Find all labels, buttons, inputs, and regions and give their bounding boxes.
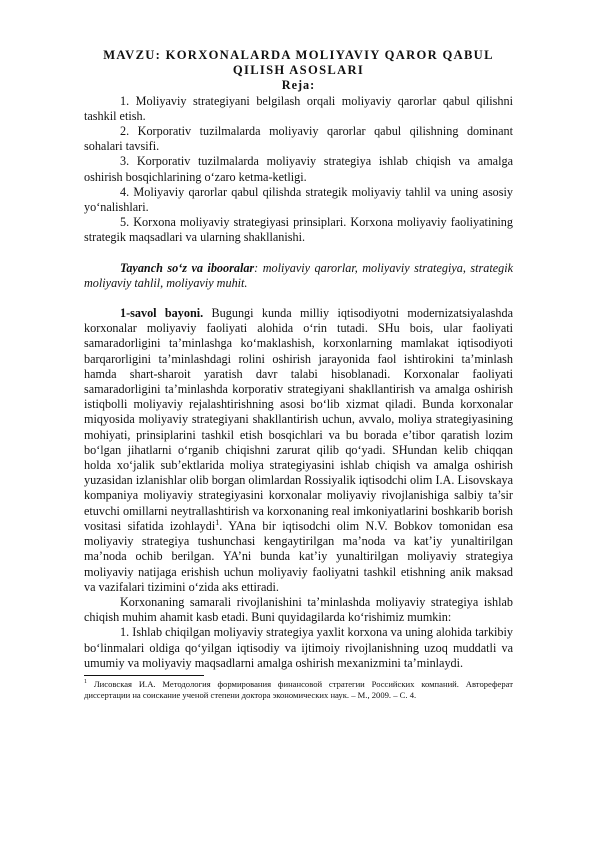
plan-item-1: 1. Moliyaviy strategiyani belgilash orqali moliyaviy qarorlar qabul qilishni tashkil etish. [84, 93, 513, 123]
footnote-text: Лисовская И.А. Методология формирования финансовой стратегии Российских компаний. Автореферат диссертации на соискание ученой степени доктора экономических наук. – М., 2009. – С. 4. [84, 678, 513, 700]
paragraph-2: Korxonaning samarali rivojlanishini ta’minlashda moliyaviy strategiya ishlab chiqish muhim ahamit kasb etadi. Buni quyidagilarda ko‘rishimiz mumkin: [84, 594, 513, 625]
spacer [84, 291, 513, 306]
section-1-text-continued: . YAna bir iqtisodchi olim N.V. Bobkov tomonidan esa moliyaviy strategiya tushunchasi kengaytirilgan ma’noda va kat’iy yunaltirilgan ma’noda ochib berilgan. YA’ni bunda kat’iy yunaltirilgan moliyaviy strategiya moliyaviy natijaga erishish uchun moliyaviy faoliyatni tashkil etishning anik maksad va vazifalari tizimini o‘zida aks ettiradi. [84, 518, 514, 594]
plan-heading: Reja: [281, 78, 316, 93]
section-1-label: 1-savol bayoni. [120, 306, 204, 321]
footnote-mark: 1 [84, 679, 87, 686]
spacer [84, 246, 513, 261]
keywords-label: Tayanch so‘z va ibooralar [120, 260, 255, 275]
footnote-reference[interactable]: 1 [215, 517, 220, 527]
plan-item-2: 2. Korporativ tuzilmalarda moliyaviy qarorlar qabul qilishning dominant sohalari tavsifi. [84, 124, 513, 154]
plan-item-3: 3. Korporativ tuzilmalarda moliyaviy strategiya ishlab chiqish va amalga oshirish bosqichlarining o‘zaro ketma-ketligi. [84, 154, 513, 184]
plan-item-5: 5. Korxona moliyaviy strategiyasi prinsiplari. Korxona moliyaviy faoliyatining strategik maqsadlari va ularning shakllanishi. [84, 215, 513, 245]
section-1-text: Bugungi kunda milliy iqtisodiyotni modernizatsiyalashda korxonalar moliyaviy faoliyati alohida o‘rin tutadi. SHu bois, ular faoliyati samaradorligini ta’minlashga ko‘maklashish, korxonlarning mamlakat iqtisodiyoti barqarorligini ta’minlashdagi rolini oshirish jarayonida faol ishtirokini ta’minlash hamda shart-sharoit yaratish davr talabi hisoblanadi. Korxonalar faoliyati samaradorligini ta’minlashda korporativ strategiyani shakllantirish va amalga oshirish istiqbolli moliyaviy rejalashtirishning asosi bo‘lib xizmat qiladi. Bunda korxonalar miqyosida moliyaviy strategiyani shakllantirish uchun, avvalo, moliya strategiyasining mohiyati, prinsiplarini tashkil etish bosqichlari va bu borada e’tibor qaratish lozim bo‘lgan jihatlarni o‘rganib chiqishni zarurat qilib qo‘yadi. SHundan kelib chiqqan holda xo‘jalik sub’ektlarida moliya strategiyasini ishlab chiqish va amalga oshirish yuzasidan izlanishlar olib borgan olimlardan Rossiyalik iqtisodchi olim I.A. Lisovskaya kompaniya moliyaviy strategiyasini korxonalar moliyaviy rivojlanishiga salbiy ta’sir etuvchi omillarni neytrallashtirish va korxonaning real imkoniyatlarini boshkarib borish vositasi sifatida izohlaydi [84, 306, 513, 533]
footnote [84, 679, 513, 701]
document-title-line-2: QILISH ASOSLARI [232, 63, 365, 78]
document-page [84, 48, 513, 701]
paragraph-3: 1. Ishlab chiqilgan moliyaviy strategiya yaxlit korxona va uning alohida tarkibiy bo‘linmalari oldiga qo‘yilgan iqtisodiy va ijtimoiy rivojlanishning uzoq muddatli va umumiy va moliyaviy maqsadlarni amalga oshirish mexanizmini ta’minlaydi. [84, 625, 513, 670]
plan-item-4: 4. Moliyaviy qarorlar qabul qilishda strategik moliyaviy tahlil va uning asosiy yo‘nalishlari. [84, 184, 513, 215]
section-1-paragraph [84, 306, 513, 595]
footnote-separator [84, 675, 204, 676]
keywords-text: : moliyaviy qarorlar, moliyaviy strategiya, strategik moliyaviy tahlil, moliyaviy muhit. [84, 260, 513, 290]
document-title-line-1: MAVZU: KORXONALARDA MOLIYAVIY QAROR QABUL [103, 48, 494, 62]
keywords-paragraph [84, 261, 513, 291]
